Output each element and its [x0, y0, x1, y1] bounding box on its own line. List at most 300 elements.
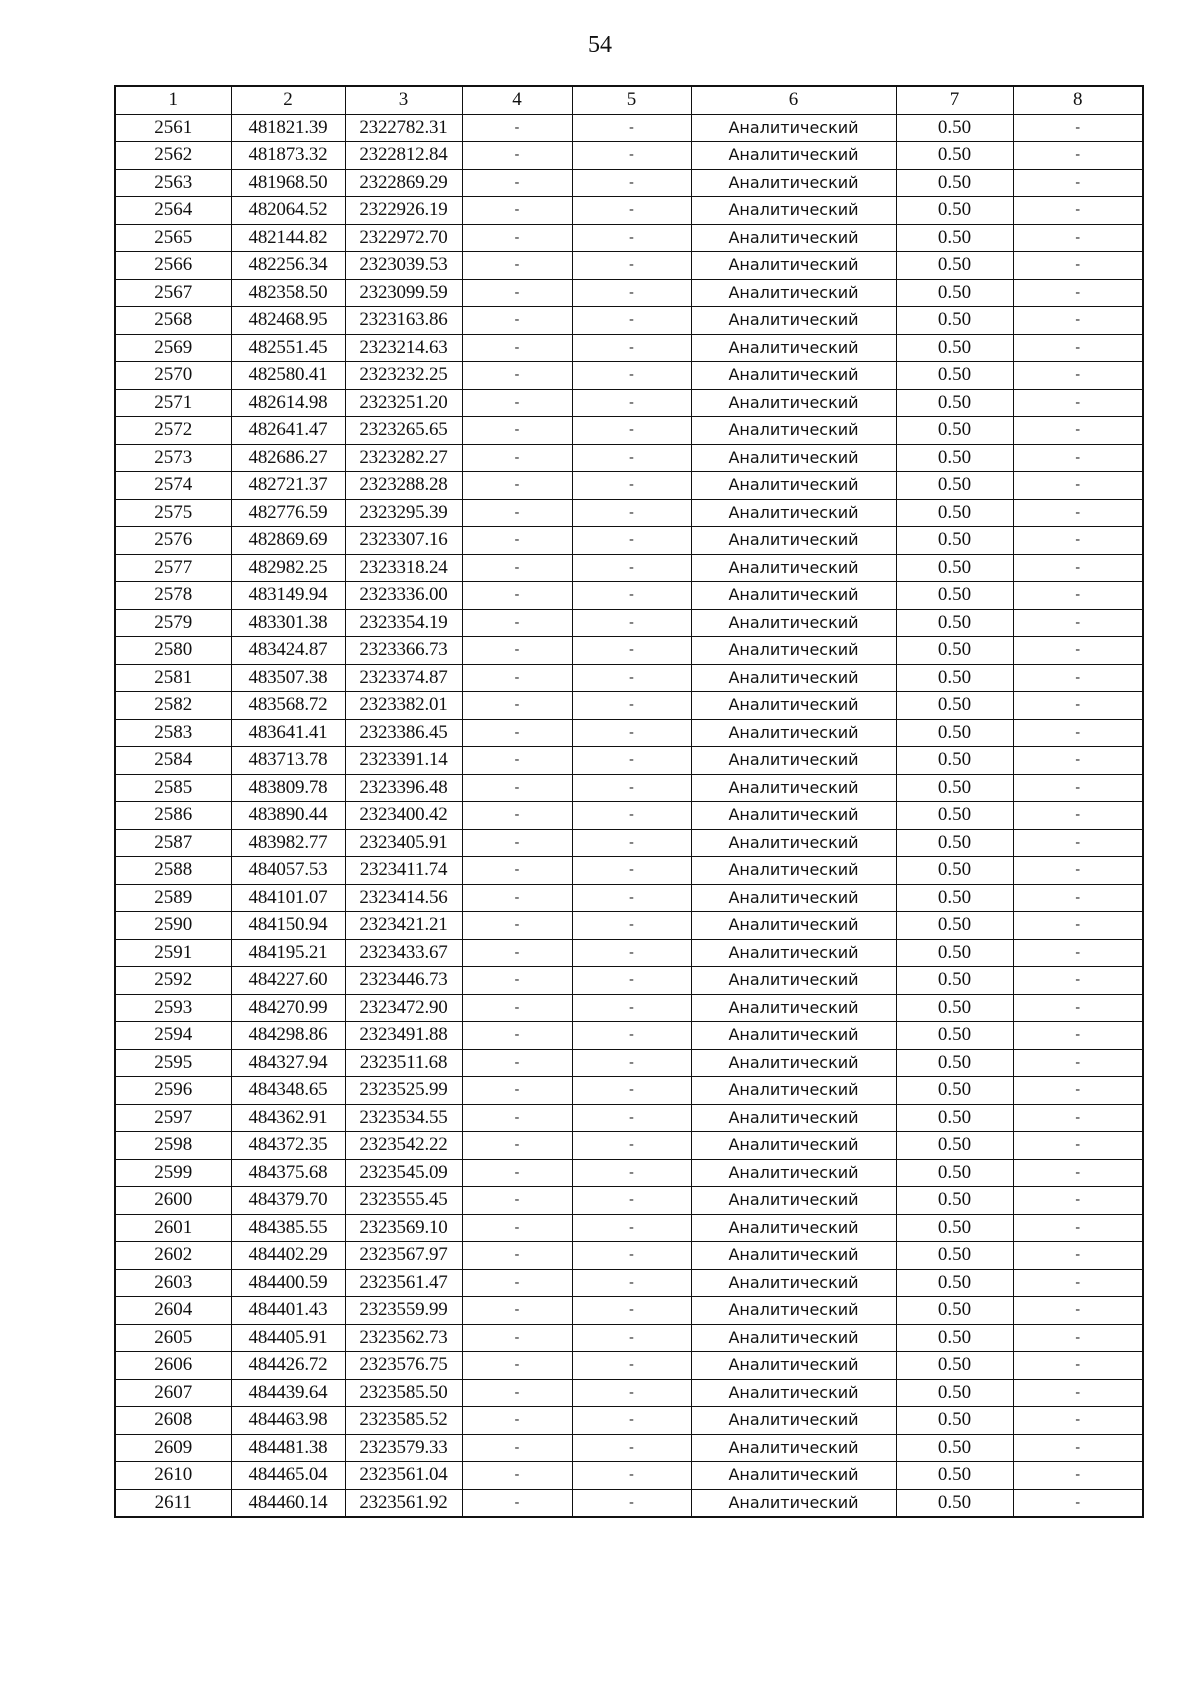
y-coordinate-cell: 2323421.21	[345, 912, 462, 940]
column-5-cell: -	[572, 857, 691, 885]
table-row	[115, 1269, 1143, 1297]
column-4-cell: -	[462, 472, 572, 500]
column-5-cell: -	[572, 1159, 691, 1187]
accuracy-cell: 0.50	[896, 1022, 1013, 1050]
column-5-cell: -	[572, 279, 691, 307]
column-4-cell: -	[462, 994, 572, 1022]
table-row	[115, 967, 1143, 995]
table-row	[115, 334, 1143, 362]
accuracy-cell: 0.50	[896, 664, 1013, 692]
column-4-cell: -	[462, 1132, 572, 1160]
method-cell: Аналитический	[691, 857, 896, 885]
column-8-cell: -	[1013, 197, 1143, 225]
table-row	[115, 664, 1143, 692]
method-cell: Аналитический	[691, 692, 896, 720]
point-number-cell: 2606	[115, 1352, 231, 1380]
column-4-cell: -	[462, 114, 572, 142]
x-coordinate-cell: 484481.38	[231, 1434, 345, 1462]
point-number-cell: 2585	[115, 774, 231, 802]
accuracy-cell: 0.50	[896, 197, 1013, 225]
column-5-cell: -	[572, 692, 691, 720]
point-number-cell: 2578	[115, 582, 231, 610]
accuracy-cell: 0.50	[896, 1132, 1013, 1160]
table-row	[115, 1049, 1143, 1077]
x-coordinate-cell: 484465.04	[231, 1462, 345, 1490]
column-8-cell: -	[1013, 389, 1143, 417]
column-5-cell: -	[572, 527, 691, 555]
y-coordinate-cell: 2322782.31	[345, 114, 462, 142]
column-5-cell: -	[572, 939, 691, 967]
point-number-cell: 2599	[115, 1159, 231, 1187]
method-cell: Аналитический	[691, 417, 896, 445]
y-coordinate-cell: 2323295.39	[345, 499, 462, 527]
y-coordinate-cell: 2323534.55	[345, 1104, 462, 1132]
table-row	[115, 1407, 1143, 1435]
table-row	[115, 279, 1143, 307]
column-5-cell: -	[572, 967, 691, 995]
y-coordinate-cell: 2323382.01	[345, 692, 462, 720]
x-coordinate-cell: 484348.65	[231, 1077, 345, 1105]
point-number-cell: 2567	[115, 279, 231, 307]
column-4-cell: -	[462, 802, 572, 830]
point-number-cell: 2561	[115, 114, 231, 142]
y-coordinate-cell: 2323567.97	[345, 1242, 462, 1270]
column-5-cell: -	[572, 1104, 691, 1132]
column-8-cell: -	[1013, 1379, 1143, 1407]
y-coordinate-cell: 2323562.73	[345, 1324, 462, 1352]
point-number-cell: 2579	[115, 609, 231, 637]
table-row	[115, 252, 1143, 280]
column-4-cell: -	[462, 1297, 572, 1325]
point-number-cell: 2594	[115, 1022, 231, 1050]
method-cell: Аналитический	[691, 1434, 896, 1462]
column-8-cell: -	[1013, 582, 1143, 610]
y-coordinate-cell: 2323585.52	[345, 1407, 462, 1435]
table-row	[115, 829, 1143, 857]
x-coordinate-cell: 484362.91	[231, 1104, 345, 1132]
point-number-cell: 2581	[115, 664, 231, 692]
table-row	[115, 857, 1143, 885]
table-row	[115, 774, 1143, 802]
column-4-cell: -	[462, 334, 572, 362]
point-number-cell: 2595	[115, 1049, 231, 1077]
y-coordinate-cell: 2323511.68	[345, 1049, 462, 1077]
column-4-cell: -	[462, 362, 572, 390]
table-row	[115, 142, 1143, 170]
column-4-cell: -	[462, 582, 572, 610]
column-4-cell: -	[462, 279, 572, 307]
column-4-cell: -	[462, 224, 572, 252]
column-5-cell: -	[572, 1049, 691, 1077]
x-coordinate-cell: 483149.94	[231, 582, 345, 610]
accuracy-cell: 0.50	[896, 637, 1013, 665]
method-cell: Аналитический	[691, 1269, 896, 1297]
coordinates-table	[114, 85, 1144, 1518]
column-5-cell: -	[572, 142, 691, 170]
column-8-cell: -	[1013, 444, 1143, 472]
accuracy-cell: 0.50	[896, 142, 1013, 170]
x-coordinate-cell: 482580.41	[231, 362, 345, 390]
column-header: 8	[1013, 86, 1143, 114]
y-coordinate-cell: 2323366.73	[345, 637, 462, 665]
column-5-cell: -	[572, 1434, 691, 1462]
accuracy-cell: 0.50	[896, 114, 1013, 142]
method-cell: Аналитический	[691, 664, 896, 692]
method-cell: Аналитический	[691, 719, 896, 747]
table-row	[115, 939, 1143, 967]
table-row	[115, 912, 1143, 940]
point-number-cell: 2604	[115, 1297, 231, 1325]
x-coordinate-cell: 484375.68	[231, 1159, 345, 1187]
x-coordinate-cell: 483713.78	[231, 747, 345, 775]
method-cell: Аналитический	[691, 637, 896, 665]
accuracy-cell: 0.50	[896, 1462, 1013, 1490]
method-cell: Аналитический	[691, 527, 896, 555]
column-8-cell: -	[1013, 169, 1143, 197]
table-row	[115, 1132, 1143, 1160]
point-number-cell: 2574	[115, 472, 231, 500]
column-5-cell: -	[572, 224, 691, 252]
column-5-cell: -	[572, 334, 691, 362]
y-coordinate-cell: 2322926.19	[345, 197, 462, 225]
column-5-cell: -	[572, 114, 691, 142]
column-8-cell: -	[1013, 307, 1143, 335]
method-cell: Аналитический	[691, 1187, 896, 1215]
point-number-cell: 2603	[115, 1269, 231, 1297]
column-header: 5	[572, 86, 691, 114]
column-8-cell: -	[1013, 829, 1143, 857]
y-coordinate-cell: 2323433.67	[345, 939, 462, 967]
accuracy-cell: 0.50	[896, 994, 1013, 1022]
point-number-cell: 2564	[115, 197, 231, 225]
column-5-cell: -	[572, 252, 691, 280]
column-4-cell: -	[462, 554, 572, 582]
method-cell: Аналитический	[691, 1104, 896, 1132]
x-coordinate-cell: 483890.44	[231, 802, 345, 830]
column-8-cell: -	[1013, 912, 1143, 940]
column-4-cell: -	[462, 719, 572, 747]
column-5-cell: -	[572, 307, 691, 335]
method-cell: Аналитический	[691, 444, 896, 472]
column-4-cell: -	[462, 1352, 572, 1380]
table-row	[115, 1214, 1143, 1242]
column-4-cell: -	[462, 499, 572, 527]
column-4-cell: -	[462, 774, 572, 802]
column-5-cell: -	[572, 1352, 691, 1380]
column-8-cell: -	[1013, 774, 1143, 802]
accuracy-cell: 0.50	[896, 1077, 1013, 1105]
x-coordinate-cell: 484426.72	[231, 1352, 345, 1380]
x-coordinate-cell: 484195.21	[231, 939, 345, 967]
point-number-cell: 2600	[115, 1187, 231, 1215]
point-number-cell: 2597	[115, 1104, 231, 1132]
column-8-cell: -	[1013, 362, 1143, 390]
x-coordinate-cell: 482869.69	[231, 527, 345, 555]
table-row	[115, 224, 1143, 252]
x-coordinate-cell: 484460.14	[231, 1489, 345, 1517]
point-number-cell: 2591	[115, 939, 231, 967]
column-4-cell: -	[462, 169, 572, 197]
column-8-cell: -	[1013, 1462, 1143, 1490]
column-5-cell: -	[572, 637, 691, 665]
accuracy-cell: 0.50	[896, 1049, 1013, 1077]
table-row	[115, 1324, 1143, 1352]
column-8-cell: -	[1013, 527, 1143, 555]
column-5-cell: -	[572, 1269, 691, 1297]
table-row	[115, 197, 1143, 225]
accuracy-cell: 0.50	[896, 939, 1013, 967]
x-coordinate-cell: 482686.27	[231, 444, 345, 472]
accuracy-cell: 0.50	[896, 169, 1013, 197]
column-8-cell: -	[1013, 142, 1143, 170]
method-cell: Аналитический	[691, 499, 896, 527]
accuracy-cell: 0.50	[896, 1187, 1013, 1215]
point-number-cell: 2573	[115, 444, 231, 472]
method-cell: Аналитический	[691, 1489, 896, 1517]
table-row	[115, 747, 1143, 775]
column-8-cell: -	[1013, 499, 1143, 527]
x-coordinate-cell: 482468.95	[231, 307, 345, 335]
column-header: 6	[691, 86, 896, 114]
column-5-cell: -	[572, 1297, 691, 1325]
x-coordinate-cell: 483641.41	[231, 719, 345, 747]
accuracy-cell: 0.50	[896, 307, 1013, 335]
table-row	[115, 719, 1143, 747]
page-number: 54	[588, 32, 612, 58]
column-5-cell: -	[572, 747, 691, 775]
accuracy-cell: 0.50	[896, 582, 1013, 610]
x-coordinate-cell: 483982.77	[231, 829, 345, 857]
table-row	[115, 169, 1143, 197]
column-5-cell: -	[572, 994, 691, 1022]
x-coordinate-cell: 484101.07	[231, 884, 345, 912]
column-8-cell: -	[1013, 1104, 1143, 1132]
column-header: 7	[896, 86, 1013, 114]
column-8-cell: -	[1013, 664, 1143, 692]
y-coordinate-cell: 2323414.56	[345, 884, 462, 912]
point-number-cell: 2608	[115, 1407, 231, 1435]
method-cell: Аналитический	[691, 1462, 896, 1490]
table-row	[115, 527, 1143, 555]
column-4-cell: -	[462, 1269, 572, 1297]
accuracy-cell: 0.50	[896, 1297, 1013, 1325]
point-number-cell: 2576	[115, 527, 231, 555]
method-cell: Аналитический	[691, 389, 896, 417]
point-number-cell: 2582	[115, 692, 231, 720]
column-5-cell: -	[572, 774, 691, 802]
y-coordinate-cell: 2323163.86	[345, 307, 462, 335]
accuracy-cell: 0.50	[896, 1407, 1013, 1435]
x-coordinate-cell: 483809.78	[231, 774, 345, 802]
column-8-cell: -	[1013, 224, 1143, 252]
x-coordinate-cell: 484372.35	[231, 1132, 345, 1160]
column-8-cell: -	[1013, 609, 1143, 637]
x-coordinate-cell: 481873.32	[231, 142, 345, 170]
y-coordinate-cell: 2323282.27	[345, 444, 462, 472]
column-5-cell: -	[572, 802, 691, 830]
x-coordinate-cell: 484327.94	[231, 1049, 345, 1077]
column-4-cell: -	[462, 884, 572, 912]
x-coordinate-cell: 482064.52	[231, 197, 345, 225]
column-8-cell: -	[1013, 252, 1143, 280]
point-number-cell: 2577	[115, 554, 231, 582]
column-4-cell: -	[462, 417, 572, 445]
method-cell: Аналитический	[691, 334, 896, 362]
y-coordinate-cell: 2323288.28	[345, 472, 462, 500]
column-5-cell: -	[572, 664, 691, 692]
y-coordinate-cell: 2323561.47	[345, 1269, 462, 1297]
column-5-cell: -	[572, 1132, 691, 1160]
table-row	[115, 554, 1143, 582]
point-number-cell: 2580	[115, 637, 231, 665]
column-4-cell: -	[462, 1379, 572, 1407]
column-8-cell: -	[1013, 1022, 1143, 1050]
column-4-cell: -	[462, 307, 572, 335]
table-row	[115, 307, 1143, 335]
accuracy-cell: 0.50	[896, 444, 1013, 472]
table-row	[115, 499, 1143, 527]
x-coordinate-cell: 484298.86	[231, 1022, 345, 1050]
column-4-cell: -	[462, 967, 572, 995]
x-coordinate-cell: 483568.72	[231, 692, 345, 720]
method-cell: Аналитический	[691, 1379, 896, 1407]
x-coordinate-cell: 482144.82	[231, 224, 345, 252]
column-8-cell: -	[1013, 279, 1143, 307]
method-cell: Аналитический	[691, 1324, 896, 1352]
column-4-cell: -	[462, 389, 572, 417]
method-cell: Аналитический	[691, 279, 896, 307]
column-5-cell: -	[572, 499, 691, 527]
y-coordinate-cell: 2323525.99	[345, 1077, 462, 1105]
method-cell: Аналитический	[691, 252, 896, 280]
method-cell: Аналитический	[691, 609, 896, 637]
column-5-cell: -	[572, 1462, 691, 1490]
column-5-cell: -	[572, 1324, 691, 1352]
method-cell: Аналитический	[691, 1132, 896, 1160]
column-8-cell: -	[1013, 692, 1143, 720]
column-4-cell: -	[462, 527, 572, 555]
x-coordinate-cell: 484270.99	[231, 994, 345, 1022]
column-8-cell: -	[1013, 472, 1143, 500]
column-8-cell: -	[1013, 857, 1143, 885]
table-row	[115, 692, 1143, 720]
accuracy-cell: 0.50	[896, 279, 1013, 307]
method-cell: Аналитический	[691, 1077, 896, 1105]
column-8-cell: -	[1013, 1242, 1143, 1270]
accuracy-cell: 0.50	[896, 692, 1013, 720]
x-coordinate-cell: 481821.39	[231, 114, 345, 142]
column-8-cell: -	[1013, 719, 1143, 747]
point-number-cell: 2575	[115, 499, 231, 527]
accuracy-cell: 0.50	[896, 1269, 1013, 1297]
column-8-cell: -	[1013, 939, 1143, 967]
y-coordinate-cell: 2322869.29	[345, 169, 462, 197]
column-4-cell: -	[462, 1434, 572, 1462]
y-coordinate-cell: 2323099.59	[345, 279, 462, 307]
table-row	[115, 1159, 1143, 1187]
column-8-cell: -	[1013, 1324, 1143, 1352]
table-row	[115, 802, 1143, 830]
accuracy-cell: 0.50	[896, 1159, 1013, 1187]
accuracy-cell: 0.50	[896, 774, 1013, 802]
point-number-cell: 2592	[115, 967, 231, 995]
point-number-cell: 2605	[115, 1324, 231, 1352]
y-coordinate-cell: 2323559.99	[345, 1297, 462, 1325]
point-number-cell: 2598	[115, 1132, 231, 1160]
column-header: 2	[231, 86, 345, 114]
column-4-cell: -	[462, 197, 572, 225]
method-cell: Аналитический	[691, 994, 896, 1022]
y-coordinate-cell: 2323405.91	[345, 829, 462, 857]
x-coordinate-cell: 484379.70	[231, 1187, 345, 1215]
method-cell: Аналитический	[691, 1407, 896, 1435]
column-8-cell: -	[1013, 1297, 1143, 1325]
accuracy-cell: 0.50	[896, 472, 1013, 500]
column-8-cell: -	[1013, 1132, 1143, 1160]
method-cell: Аналитический	[691, 939, 896, 967]
accuracy-cell: 0.50	[896, 1242, 1013, 1270]
column-5-cell: -	[572, 1022, 691, 1050]
accuracy-cell: 0.50	[896, 1104, 1013, 1132]
y-coordinate-cell: 2323561.92	[345, 1489, 462, 1517]
column-5-cell: -	[572, 719, 691, 747]
method-cell: Аналитический	[691, 1049, 896, 1077]
method-cell: Аналитический	[691, 142, 896, 170]
point-number-cell: 2563	[115, 169, 231, 197]
column-5-cell: -	[572, 417, 691, 445]
column-4-cell: -	[462, 1187, 572, 1215]
accuracy-cell: 0.50	[896, 334, 1013, 362]
column-5-cell: -	[572, 472, 691, 500]
method-cell: Аналитический	[691, 114, 896, 142]
x-coordinate-cell: 482982.25	[231, 554, 345, 582]
column-4-cell: -	[462, 692, 572, 720]
table-row	[115, 362, 1143, 390]
method-cell: Аналитический	[691, 884, 896, 912]
y-coordinate-cell: 2323555.45	[345, 1187, 462, 1215]
x-coordinate-cell: 483301.38	[231, 609, 345, 637]
column-8-cell: -	[1013, 1159, 1143, 1187]
column-8-cell: -	[1013, 1049, 1143, 1077]
accuracy-cell: 0.50	[896, 912, 1013, 940]
accuracy-cell: 0.50	[896, 389, 1013, 417]
column-8-cell: -	[1013, 884, 1143, 912]
column-5-cell: -	[572, 884, 691, 912]
point-number-cell: 2589	[115, 884, 231, 912]
x-coordinate-cell: 484385.55	[231, 1214, 345, 1242]
table-body	[115, 114, 1143, 1517]
table-row	[115, 637, 1143, 665]
point-number-cell: 2593	[115, 994, 231, 1022]
accuracy-cell: 0.50	[896, 884, 1013, 912]
column-5-cell: -	[572, 829, 691, 857]
y-coordinate-cell: 2323446.73	[345, 967, 462, 995]
method-cell: Аналитический	[691, 169, 896, 197]
point-number-cell: 2584	[115, 747, 231, 775]
table-row	[115, 472, 1143, 500]
accuracy-cell: 0.50	[896, 554, 1013, 582]
method-cell: Аналитический	[691, 1214, 896, 1242]
y-coordinate-cell: 2323039.53	[345, 252, 462, 280]
column-4-cell: -	[462, 1462, 572, 1490]
table-row	[115, 1187, 1143, 1215]
column-5-cell: -	[572, 912, 691, 940]
column-4-cell: -	[462, 1049, 572, 1077]
x-coordinate-cell: 484439.64	[231, 1379, 345, 1407]
method-cell: Аналитический	[691, 362, 896, 390]
table-header-row	[115, 86, 1143, 114]
accuracy-cell: 0.50	[896, 417, 1013, 445]
